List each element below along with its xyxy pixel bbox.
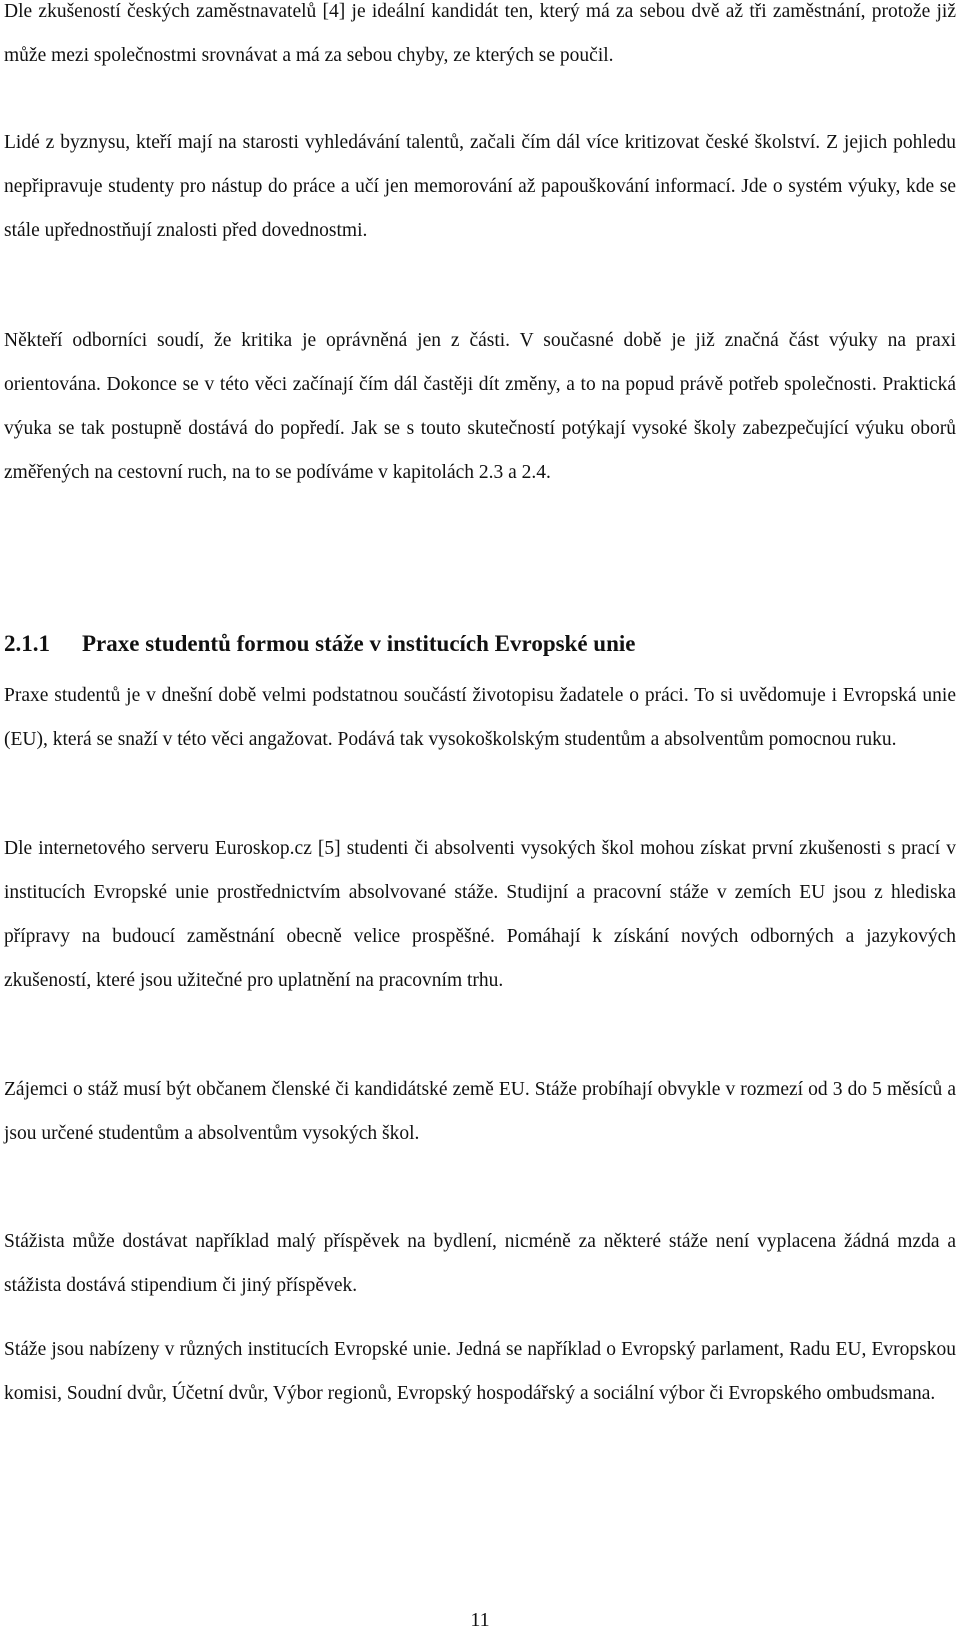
paragraph-text: Dle internetového serveru Euroskop.cz [5] studenti či absolventi vysokých škol mohou získat první zkušenosti s prací v institucích Evropské unie prostřednictvím absolvované stáže. Studijní a pracovní stáže v zemích EU jsou z hlediska přípravy na budoucí zaměstnání obecně velice prospěšné. Pomáhají k získání nových odborných a jazykových zkušeností, které jsou užitečné pro uplatnění na pracovním trhu. xyxy=(4,838,956,991)
paragraph-text: Zájemci o stáž musí být občanem členské či kandidátské země EU. Stáže probíhají obvykle v rozmezí od 3 do 5 měsíců a jsou určené studentům a absolventům vysokých škol. xyxy=(4,1079,956,1144)
page-number: 11 xyxy=(470,1609,490,1631)
paragraph-experts-opinion xyxy=(4,319,956,495)
section-number: 2.1.1 xyxy=(4,631,50,656)
paragraph-applicants xyxy=(4,1068,956,1156)
paragraph-euroskop xyxy=(4,827,956,1003)
paragraph-text: Stážista může dostávat například malý příspěvek na bydlení, nicméně za některé stáže není vyplacena žádná mzda a stážista dostává stipendium či jiný příspěvek. xyxy=(4,1231,956,1296)
paragraph-business-criticism xyxy=(4,121,956,253)
paragraph-institutions xyxy=(4,1328,956,1416)
paragraph-text: Lidé z byznysu, kteří mají na starosti vyhledávání talentů, začali čím dál více kritizovat české školství. Z jejich pohledu nepřipravuje studenty pro nástup do práce a učí jen memorování až papouškování informací. Jde o systém výuky, kde se stále upřednostňují znalosti před dovednostmi. xyxy=(4,132,956,241)
paragraph-text: Praxe studentů je v dnešní době velmi podstatnou součástí životopisu žadatele o práci. To si uvědomuje i Evropská unie (EU), která se snaží v této věci angažovat. Podává tak vysokoškolským studentům a absolventům pomocnou ruku. xyxy=(4,685,956,750)
paragraph-text: Někteří odborníci soudí, že kritika je oprávněná jen z části. V současné době je již značná část výuky na praxi orientována. Dokonce se v této věci začínají čím dál častěji dít změny, a to na popud právě potřeb společnosti. Praktická výuka se tak postupně dostává do popředí. Jak se s touto skutečností potýkají vysoké školy zabezpečující výuku oborů změřených na cestovní ruch, na to se podíváme v kapitolách 2.3 a 2.4. xyxy=(4,330,956,483)
paragraph-trainee-allowance xyxy=(4,1220,956,1308)
paragraph-text: Dle zkušeností českých zaměstnavatelů [4] je ideální kandidát ten, který má za sebou dvě až tři zaměstnání, protože již může mezi společnostmi srovnávat a má za sebou chyby, ze kterých se poučil. xyxy=(4,1,956,66)
paragraph-text: Stáže jsou nabízeny v různých institucích Evropské unie. Jedná se například o Evropský parlament, Radu EU, Evropskou komisi, Soudní dvůr, Účetní dvůr, Výbor regionů, Evropský hospodářský a sociální výbor či Evropského ombudsmana. xyxy=(4,1339,956,1404)
document-page xyxy=(4,0,956,1640)
section-title: Praxe studentů formou stáže v institucích Evropské unie xyxy=(82,631,636,656)
paragraph-student-practice xyxy=(4,674,956,762)
section-heading xyxy=(4,624,956,664)
paragraph-employers-experience xyxy=(4,0,956,78)
